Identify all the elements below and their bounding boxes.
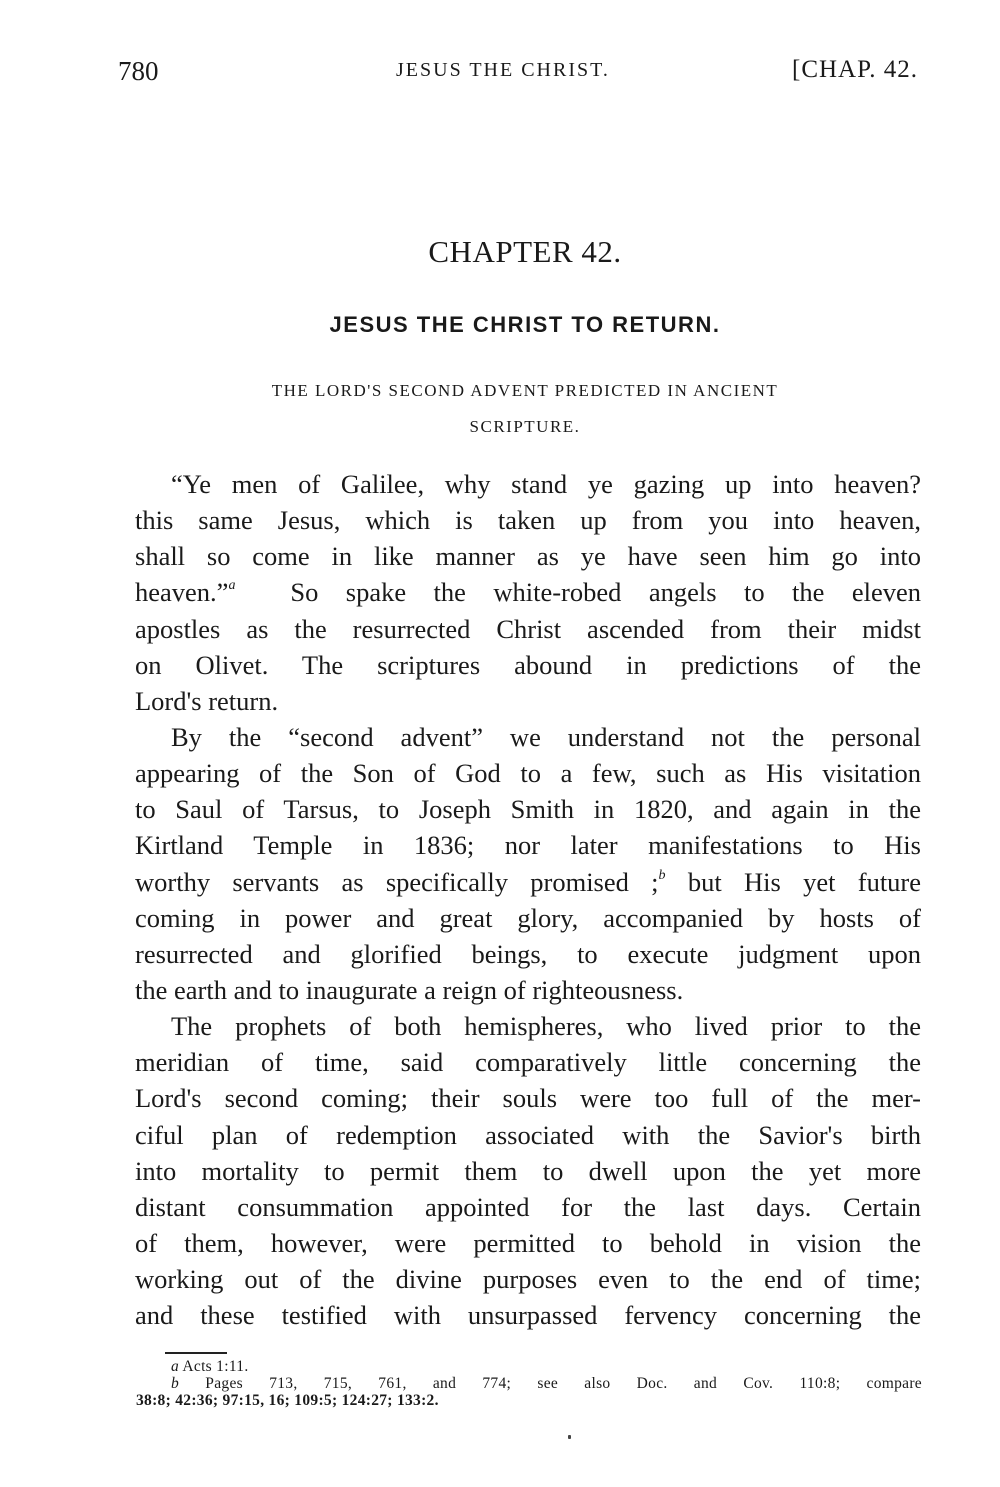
- running-head: [118, 56, 918, 90]
- text-line: “Ye men of Galilee, why stand ye gazing up into heaven?: [171, 469, 921, 499]
- section-heading: [0, 373, 1000, 445]
- text-line: coming in power and great glory, accompanied by hosts of: [135, 902, 921, 933]
- footnote-marker: a: [171, 1358, 180, 1375]
- text-line: shall so come in like manner as ye have seen him go into: [135, 541, 921, 572]
- section-heading-line: SCRIPTURE.: [469, 417, 581, 436]
- text-fragment: heaven.”: [135, 577, 229, 608]
- text-fragment: worthy servants as specifically promised ;: [135, 866, 659, 897]
- running-title: JESUS THE CHRIST.: [396, 59, 610, 81]
- text-line: on Olivet. The scriptures abound in predictions of the: [135, 649, 921, 680]
- footnote-a: [136, 1358, 922, 1375]
- footnote-marker: b: [171, 1375, 180, 1392]
- text-line: to Saul of Tarsus, to Joseph Smith in 1820, and again in the: [135, 794, 921, 825]
- section-heading-line: THE LORD'S SECOND ADVENT PREDICTED IN ANCIENT: [271, 381, 779, 400]
- text-line: Lord's second coming; their souls were too full of the mer-: [135, 1083, 921, 1114]
- text-line: working out of the divine purposes even to the end of time;: [135, 1264, 921, 1295]
- footnote-divider: [165, 1352, 227, 1354]
- footnotes: [136, 1358, 922, 1409]
- page-speck: [568, 1435, 571, 1439]
- text-line: the earth and to inaugurate a reign of righteousness.: [135, 974, 684, 1005]
- text-line: apostles as the resurrected Christ ascended from their midst: [135, 613, 921, 644]
- text-line: ciful plan of redemption associated with the Savior's birth: [135, 1119, 921, 1150]
- chapter-number: CHAPTER 42.: [428, 234, 622, 269]
- text-line: The prophets of both hemispheres, who lived prior to the: [171, 1011, 921, 1042]
- footnote-text: Acts 1:11.: [182, 1358, 249, 1375]
- text-line: [135, 574, 921, 610]
- body-text: [135, 466, 921, 1333]
- chapter-reference: [CHAP. 42.: [792, 56, 918, 83]
- text-line: distant consummation appointed for the last days. Certain: [135, 1191, 921, 1222]
- text-line: of them, however, were permitted to behold in vision the: [135, 1227, 921, 1258]
- footnote-text: Pages 713, 715, 761, and 774; see also Doc. and Cov. 110:8; compare: [205, 1375, 922, 1392]
- text-line: into mortality to permit them to dwell upon the yet more: [135, 1155, 921, 1186]
- footnote-b: [136, 1375, 922, 1392]
- text-line: Lord's return.: [135, 685, 279, 716]
- text-line: this same Jesus, which is taken up from you into heaven,: [135, 505, 921, 536]
- text-line: and these testified with unsurpassed fervency concerning the: [135, 1300, 921, 1331]
- text-line: appearing of the Son of God to a few, such as His visitation: [135, 758, 921, 789]
- footnote-reference[interactable]: a: [228, 578, 236, 594]
- text-line: meridian of time, said comparatively little concerning the: [135, 1047, 921, 1078]
- text-line: By the “second advent” we understand not the personal: [171, 721, 921, 752]
- text-fragment: but His yet future: [687, 866, 922, 897]
- text-fragment: So spake the white-robed angels to the eleven: [290, 577, 921, 608]
- footnote-b-continuation: 38:8; 42:36; 97:15, 16; 109:5; 124:27; 133:2.: [136, 1392, 439, 1409]
- page-number: 780: [118, 56, 159, 86]
- chapter-title: JESUS THE CHRIST TO RETURN.: [329, 312, 721, 337]
- text-line: resurrected and glorified beings, to execute judgment upon: [135, 938, 921, 969]
- text-line: Kirtland Temple in 1836; nor later manifestations to His: [135, 830, 921, 861]
- text-line: [135, 864, 921, 900]
- footnote-reference[interactable]: b: [658, 867, 666, 883]
